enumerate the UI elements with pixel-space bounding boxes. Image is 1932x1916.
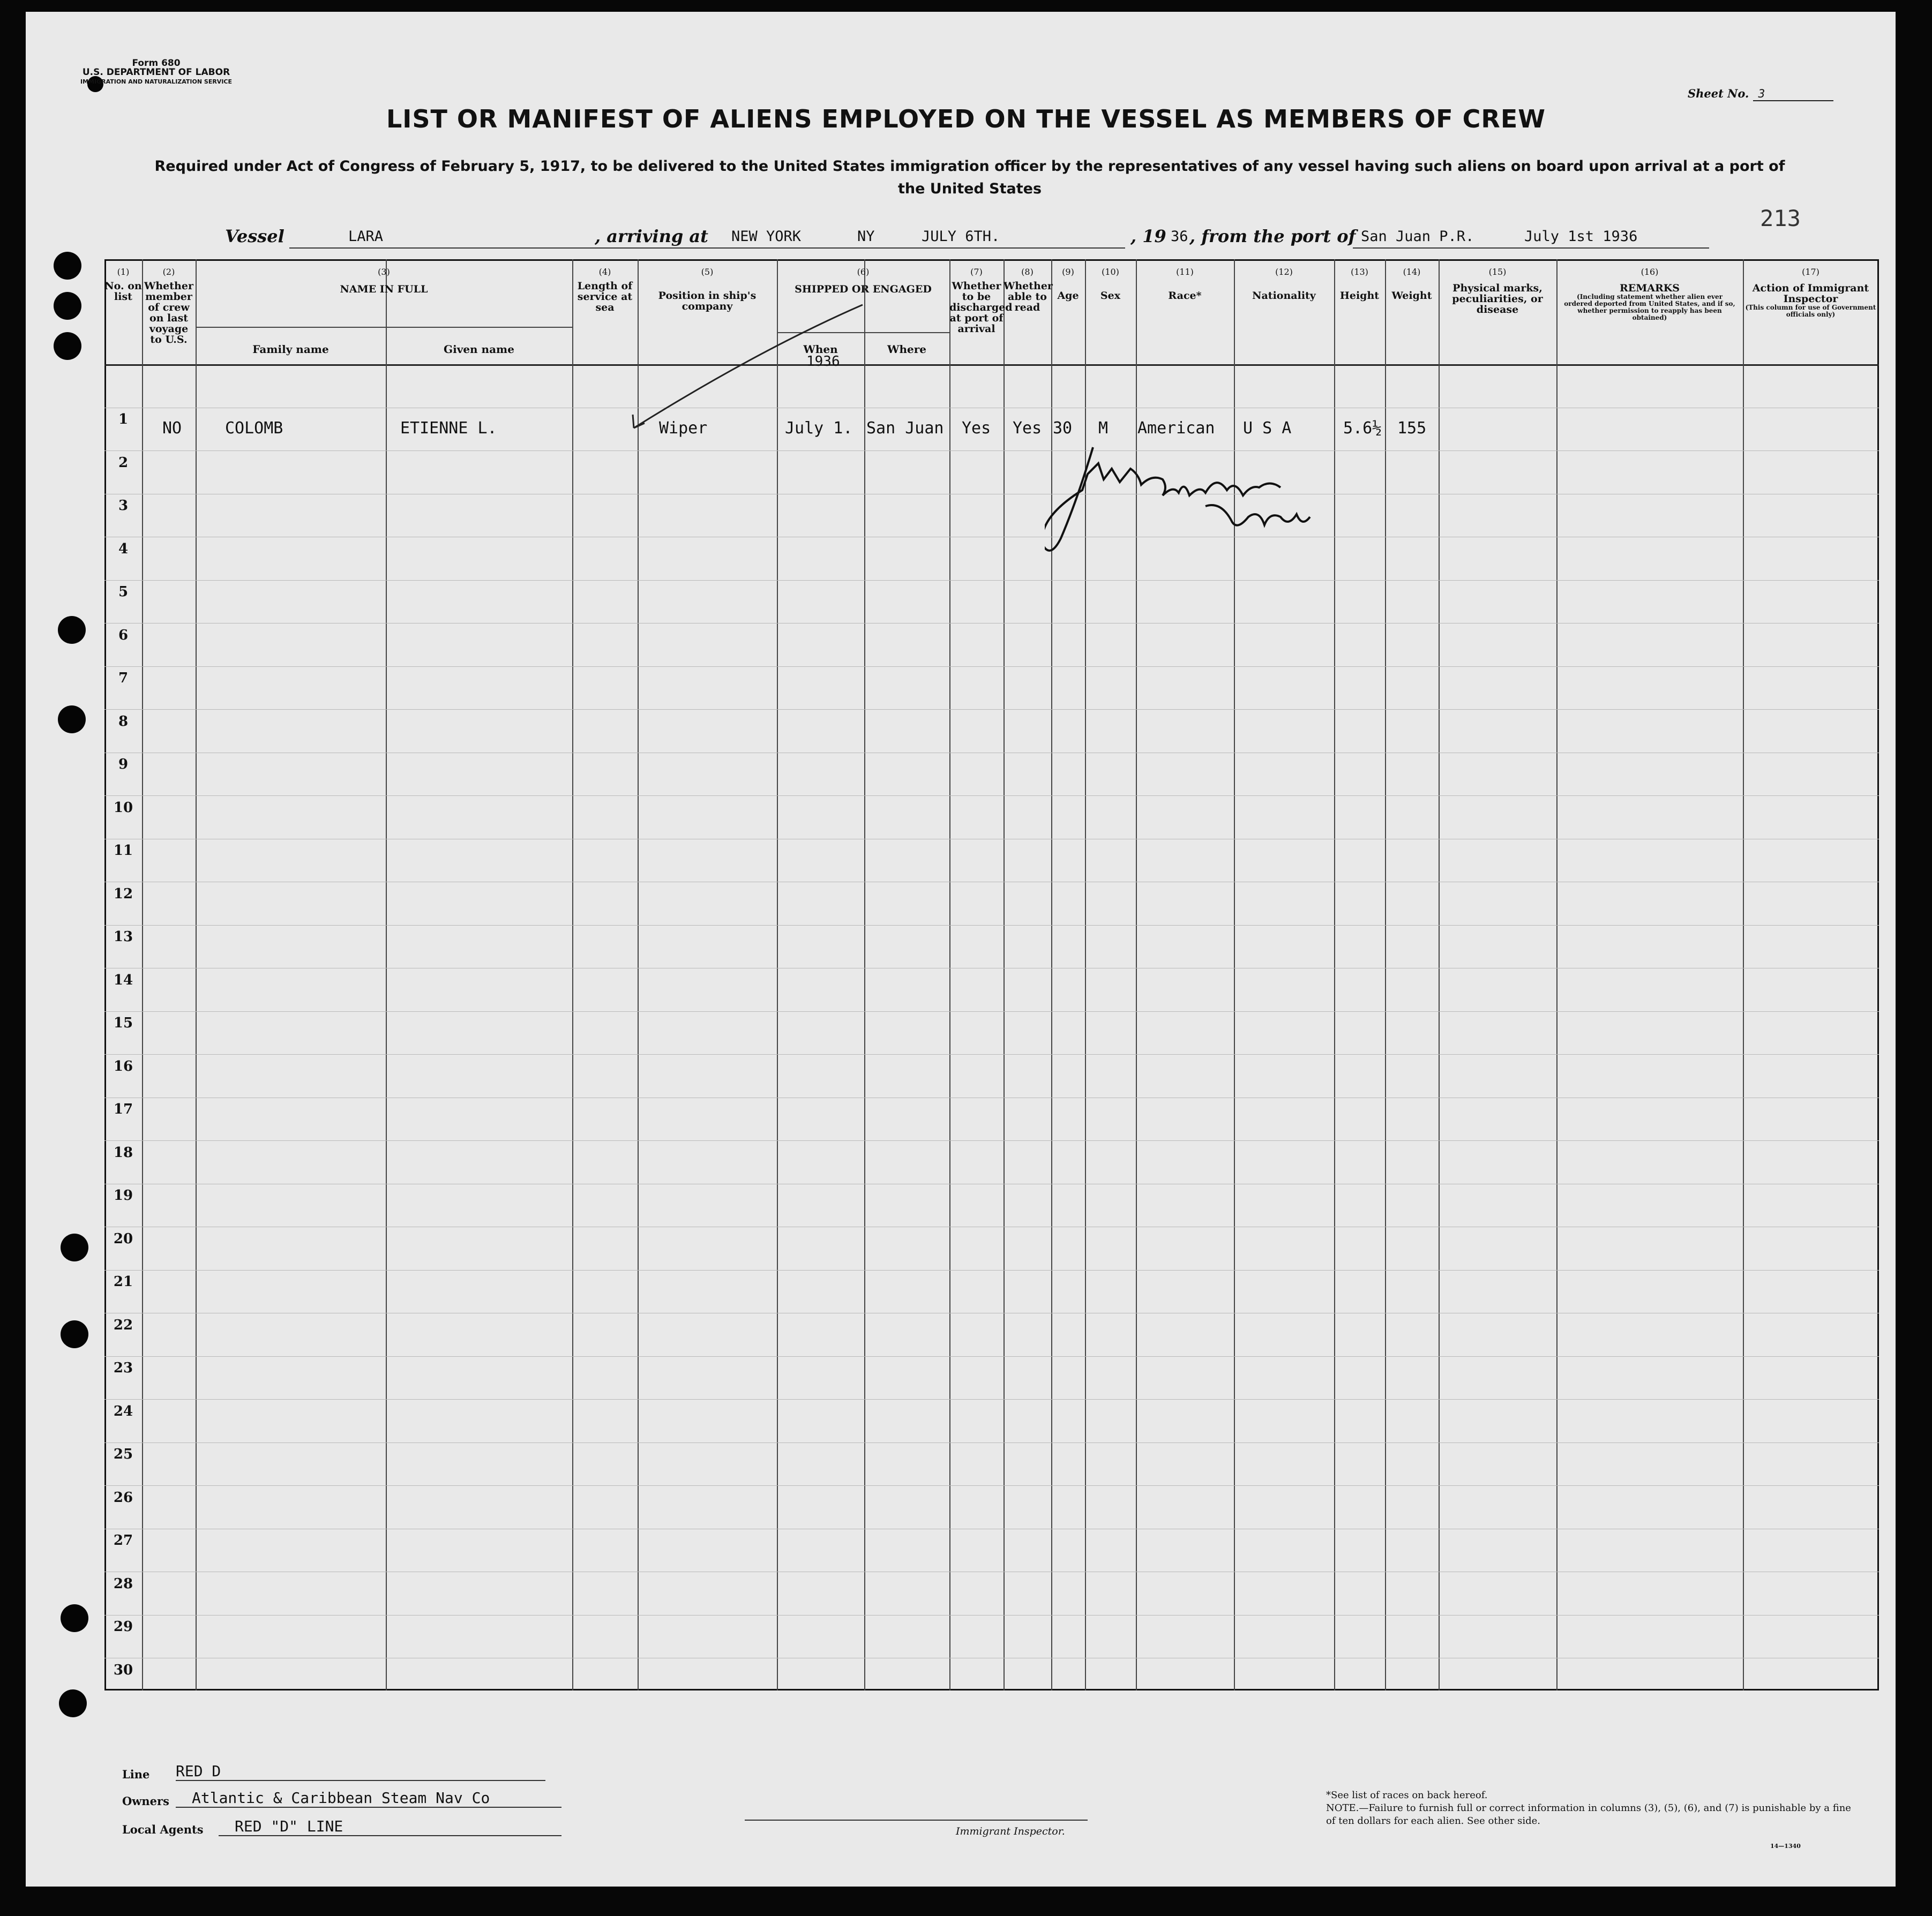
punch-hole: [61, 1320, 88, 1348]
punch-hole: [58, 616, 86, 644]
row-number: 3: [118, 498, 129, 514]
col-action-header: (17) Action of Immigrant Inspector (This column for use of Government officials only): [1745, 267, 1876, 318]
row-number: 14: [113, 972, 133, 988]
row-rule: [104, 666, 1879, 667]
given-name-header: Given name: [444, 343, 514, 356]
row-number: 5: [118, 584, 129, 600]
service: IMMIGRATION AND NATURALIZATION SERVICE: [80, 78, 233, 85]
punch-hole: [61, 1234, 88, 1261]
races-note: *See list of races on back hereof.: [1326, 1790, 1488, 1801]
department: U.S. DEPARTMENT OF LABOR: [82, 67, 230, 78]
row-number: 21: [113, 1274, 133, 1290]
row-number: 19: [113, 1188, 133, 1204]
punch-hole: [58, 705, 86, 733]
crew-table: [104, 259, 1879, 1690]
row-number: 10: [113, 799, 133, 816]
row-number: 16: [113, 1058, 133, 1075]
print-code: 14—1340: [1770, 1843, 1801, 1850]
punch-hole: [54, 252, 81, 280]
row-number: 11: [113, 843, 133, 859]
col-age-header: (9) Age: [1057, 267, 1079, 302]
year-prefix: , 19: [1130, 226, 1166, 246]
row-number: 27: [113, 1532, 133, 1549]
row-number: 26: [113, 1489, 133, 1506]
inspector-signature-line: [745, 1820, 1088, 1821]
row-rule: [104, 1356, 1879, 1357]
entry-family-name: COLOMB: [225, 419, 283, 438]
sheet-number: [1688, 87, 1833, 101]
row-number: 18: [113, 1144, 133, 1161]
sheet-value: 3: [1753, 87, 1833, 101]
col-discharged-header: (7) Whether to be discharged at port of arrival: [949, 267, 1013, 335]
departure-date: July 1st 1936: [1524, 228, 1638, 245]
line-label: Line: [122, 1768, 150, 1781]
row-number: 13: [113, 929, 133, 945]
entry-position: Wiper: [659, 419, 708, 438]
entry-discharged: Yes: [962, 419, 991, 438]
row-number: 15: [113, 1015, 133, 1031]
row-rule: [104, 1054, 1879, 1055]
row-rule: [104, 795, 1879, 796]
row-number: 23: [113, 1360, 133, 1376]
row-number: 9: [118, 756, 129, 772]
col-shipped-header: (6) SHIPPED OR ENGAGED: [795, 267, 932, 295]
row-number: 25: [113, 1446, 133, 1462]
col-remarks-header: (16) REMARKS (Including statement whether alien ever ordered deported from United States, and if so, whether permission to reapply has been obtained): [1564, 267, 1735, 321]
row-number: 6: [118, 627, 129, 643]
when-year: 1936: [806, 354, 840, 370]
owners-value: Atlantic & Caribbean Steam Nav Co: [176, 1789, 561, 1808]
entry-given-name: ETIENNE L.: [400, 419, 497, 438]
row-number: 8: [118, 713, 129, 730]
year: 36: [1171, 228, 1188, 245]
col-physical-header: (15) Physical marks, peculiarities, or disease: [1452, 267, 1543, 315]
agents-value: RED "D" LINE: [219, 1817, 561, 1836]
page-title: LIST OR MANIFEST OF ALIENS EMPLOYED ON THE VESSEL AS MEMBERS OF CREW: [386, 104, 1546, 133]
inspector-label: Immigrant Inspector.: [956, 1825, 1065, 1837]
row-number: 1: [118, 411, 129, 427]
inspector-signature: [1045, 437, 1393, 565]
agents-label: Local Agents: [122, 1823, 204, 1836]
penalty-note: NOTE.—Failure to furnish full or correct information in columns (3), (5), (6), and (7) is punishable by a fine of ten dollars for each alien. See other side.: [1326, 1802, 1851, 1827]
col-height-header: (13) Height: [1339, 267, 1380, 302]
row-rule: [104, 1011, 1879, 1012]
entry-race: American: [1137, 419, 1215, 438]
col-name-header: (3) NAME IN FULL: [340, 267, 428, 295]
from-port: San Juan P.R.: [1361, 228, 1474, 245]
vessel-label: Vessel: [225, 226, 284, 246]
row-number: 29: [113, 1619, 133, 1635]
row-rule: [104, 450, 1879, 451]
form-number: Form 680: [132, 58, 181, 69]
entry-sex: M: [1098, 419, 1109, 438]
row-number: 30: [113, 1662, 133, 1678]
row-rule: [104, 1485, 1879, 1486]
row-number: 4: [118, 540, 129, 557]
row-number: 17: [113, 1101, 133, 1117]
voyage-line: [225, 220, 1709, 250]
row-rule: [104, 925, 1879, 926]
punch-hole: [61, 1604, 88, 1632]
col-service-length-header: (4) Length of service at sea: [577, 267, 633, 313]
entry-weight: 155: [1397, 419, 1427, 438]
where-header: Where: [887, 343, 926, 356]
row-rule: [104, 1140, 1879, 1141]
entry-prior-voyage: NO: [162, 419, 182, 438]
col-weight-header: (14) Weight: [1391, 267, 1432, 302]
row-number: 2: [118, 454, 129, 471]
col-number-header: (1) No. on list: [104, 267, 142, 303]
row-number: 28: [113, 1575, 133, 1592]
vessel-name: LARA: [348, 228, 384, 245]
tick-arrow: [619, 302, 865, 436]
form-number-block: [80, 59, 232, 86]
row-number: 12: [113, 885, 133, 902]
line-field: [122, 1762, 221, 1781]
sheet-label: Sheet No.: [1688, 87, 1749, 100]
agents-field: [122, 1817, 343, 1836]
entry-height: 5.6½: [1343, 419, 1382, 438]
row-number: 7: [118, 670, 129, 686]
col-nationality-header: (12) Nationality: [1252, 267, 1316, 302]
owners-label: Owners: [122, 1794, 169, 1808]
page-subtitle: Required under Act of Congress of February 5, 1917, to be delivered to the United States immigration officer by the representatives of any vessel having such aliens on board upon arrival at a port of the United States: [154, 158, 1785, 197]
entry-when: July 1.: [785, 419, 853, 438]
col-sex-header: (10) Sex: [1100, 267, 1121, 302]
row-rule: [104, 1270, 1879, 1271]
col-prior-voyage-header: (2) Whether member of crew on last voyage to U.S.: [144, 267, 193, 345]
row-rule: [104, 1399, 1879, 1400]
arriving-date: JULY 6TH.: [922, 228, 1000, 245]
row-rule: [104, 1442, 1879, 1443]
punch-hole: [54, 292, 81, 320]
row-rule: [104, 709, 1879, 710]
row-rule: [104, 1615, 1879, 1616]
col-position-header: (5) Position in ship's company: [658, 267, 757, 312]
entry-able-to-read: Yes: [1013, 419, 1042, 438]
entry-nationality: U S A: [1243, 419, 1292, 438]
col-race-header: (11) Race*: [1168, 267, 1202, 302]
entry-age: 30: [1053, 419, 1073, 438]
punch-hole: [59, 1689, 87, 1717]
when-header: When: [803, 343, 838, 356]
footnote: [1326, 1789, 1851, 1828]
arriving-label: , arriving at: [595, 226, 708, 246]
row-rule: [104, 580, 1879, 581]
from-label: , from the port of: [1189, 226, 1356, 246]
entry-where: San Juan: [866, 419, 944, 438]
col-read-header: (8) Whether able to read: [1004, 267, 1053, 313]
arriving-port: NEW YORK: [731, 228, 802, 245]
row-number: 22: [113, 1317, 133, 1333]
arriving-state: NY: [857, 228, 875, 245]
owners-field: [122, 1789, 490, 1808]
stamp-number: 213: [1760, 205, 1801, 231]
row-number: 20: [113, 1230, 133, 1247]
row-number: 24: [113, 1403, 133, 1419]
family-name-header: Family name: [252, 343, 329, 356]
line-value: RED D: [176, 1762, 545, 1781]
punch-hole: [54, 332, 81, 360]
